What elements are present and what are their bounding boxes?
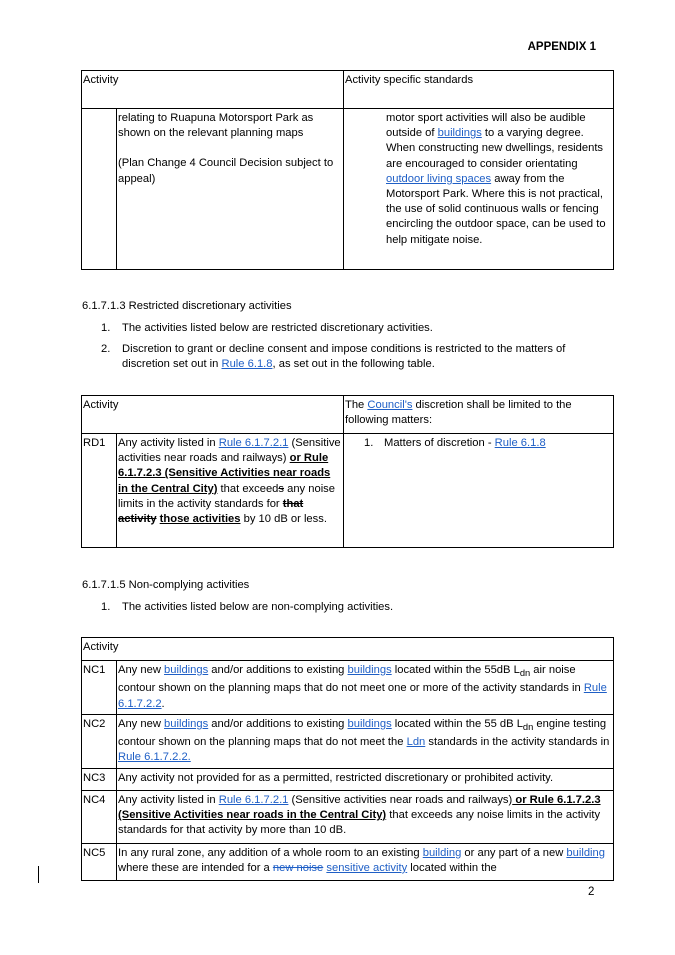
council-link[interactable]: Council's xyxy=(367,399,413,411)
standards-header: Activity specific standards xyxy=(344,71,614,109)
list-item: 1. Matters of discretion - Rule 6.1.8 xyxy=(364,437,546,449)
activity-header: Activity xyxy=(82,638,614,661)
deleted-link[interactable]: new noise xyxy=(272,861,324,874)
non-complying-heading: 6.1.7.1.5 Non-complying activities xyxy=(82,579,250,591)
buildings-link[interactable]: buildings xyxy=(164,717,209,730)
non-complying-table xyxy=(81,637,614,881)
inserted-text: or Rule 6.1.7.2.3 (Sensitive Activities near roads in the Central City) xyxy=(118,452,331,495)
activity-cell: In any rural zone, any addition of a whole room to an existing building or any part of a new building where these are intended for a new noise sensitive activity located within the xyxy=(117,843,614,880)
activity-cell: Any activity listed in Rule 6.1.7.2.1 (Sensitive activities near roads and railways) or Rule 6.1.7.2.3 (Sensitive Activities near roads in the Central City) that exceeds any noise limits in the activity standards for that activity those activities by 10 dB or less. xyxy=(117,434,344,548)
sensitive-activity-link[interactable]: sensitive activity xyxy=(326,861,408,874)
inserted-text: those activities xyxy=(159,513,241,526)
activity-text: relating to Ruapuna Motorsport Park as shown on the relevant planning maps xyxy=(118,112,314,140)
standards-cell xyxy=(344,109,614,270)
activity-cell: Any activity not provided for as a permitted, restricted discretionary or prohibited activity. xyxy=(117,768,614,790)
buildings-link[interactable]: buildings xyxy=(347,717,392,730)
buildings-link[interactable]: buildings xyxy=(437,127,482,140)
matters-cell xyxy=(344,434,614,548)
activity-cell: Any new buildings and/or additions to existing buildings located within the 55dB $L_{dn}$ air noise contour shown on the planning maps that do not meet one or more of the activity standards in Rule 6.1.7.2.2. xyxy=(117,661,614,715)
activity-cell: Any new buildings and/or additions to existing buildings located within the 55 dB $L_{dn}$ engine testing contour shown on the planning maps that do not meet the Ldn standards in the activity standards in Rule 6.1.7.2.2. xyxy=(117,714,614,768)
list-item: 1. The activities listed below are restricted discretionary activities. xyxy=(101,322,433,334)
buildings-link[interactable]: buildings xyxy=(164,664,209,676)
standards-text: to a varying degree. When constructing new dwellings, residents are encouraged to consider orientating xyxy=(386,127,604,170)
activity-code: NC1 xyxy=(82,661,117,715)
building-link[interactable]: building xyxy=(566,846,605,859)
list-item: 1. The activities listed below are non-complying activities. xyxy=(101,601,394,613)
activity-code: NC3 xyxy=(82,768,117,790)
activity-code: NC2 xyxy=(82,714,117,768)
activity-cell: Any activity listed in Rule 6.1.7.2.1 (Sensitive activities near roads and railways) or Rule 6.1.7.2.3 (Sensitive Activities near roads in the Central City) that exceeds any noise limits in the activity standards for that activity by more than 10 dB. xyxy=(117,790,614,843)
activity-code: NC5 xyxy=(82,843,117,880)
rule-6-1-7-2-2-link[interactable]: Rule 6.1.7.2.2. xyxy=(118,751,191,764)
buildings-link[interactable]: buildings xyxy=(347,664,392,676)
building-link[interactable]: building xyxy=(422,846,462,859)
nc-list xyxy=(101,600,591,621)
standards-text: motor sport activities will also be audible outside of xyxy=(386,112,586,140)
appendix-label: APPENDIX 1 xyxy=(527,41,596,53)
plan-change-note: (Plan Change 4 Council Decision subject to appeal) xyxy=(118,157,334,185)
rule-6-1-7-2-1-link[interactable]: Rule 6.1.7.2.1 xyxy=(218,437,289,449)
rule-6-1-8-link[interactable]: Rule 6.1.8 xyxy=(221,358,273,371)
rule-6-1-7-2-2-link[interactable]: Rule 6.1.7.2.2 xyxy=(118,682,607,710)
activity-header: Activity xyxy=(82,71,344,109)
activity-cell xyxy=(117,109,344,270)
activity-code: NC4 xyxy=(82,790,117,843)
ldn-link[interactable]: Ldn xyxy=(406,736,426,749)
standards-text: away from the Motorsport Park. Where this is not practical, the use of solid continuous walls or fencing encircling the outdoor space, can be used to help mitigate noise. xyxy=(386,172,606,246)
activity-header: Activity xyxy=(82,396,344,434)
empty-cell xyxy=(82,109,117,270)
rule-6-1-7-2-1-link[interactable]: Rule 6.1.7.2.1 xyxy=(218,793,289,806)
deleted-text: that activity xyxy=(118,497,304,526)
deleted-text: s xyxy=(278,482,284,495)
outdoor-living-spaces-link[interactable]: outdoor living spaces xyxy=(386,172,492,185)
restricted-discretionary-table xyxy=(81,395,614,548)
restricted-discretionary-heading: 6.1.7.1.3 Restricted discretionary activities xyxy=(82,300,292,312)
rule-6-1-8-link[interactable]: Rule 6.1.8 xyxy=(494,437,546,449)
activity-standards-table xyxy=(81,70,614,270)
inserted-text: or Rule 6.1.7.2.3 (Sensitive Activities near roads in the Central City) xyxy=(118,793,601,821)
activity-code: RD1 xyxy=(82,434,117,548)
list-item: 2. Discretion to grant or decline consent and impose conditions is restricted to the matters of discretion set out in Rule 6.1.8, as set out in the following table. xyxy=(101,343,566,371)
page-number: 2 xyxy=(588,886,595,898)
discretion-header: The Council's discretion shall be limited to the following matters: xyxy=(344,396,614,434)
rd-list xyxy=(101,321,591,379)
revision-bar xyxy=(38,866,39,883)
